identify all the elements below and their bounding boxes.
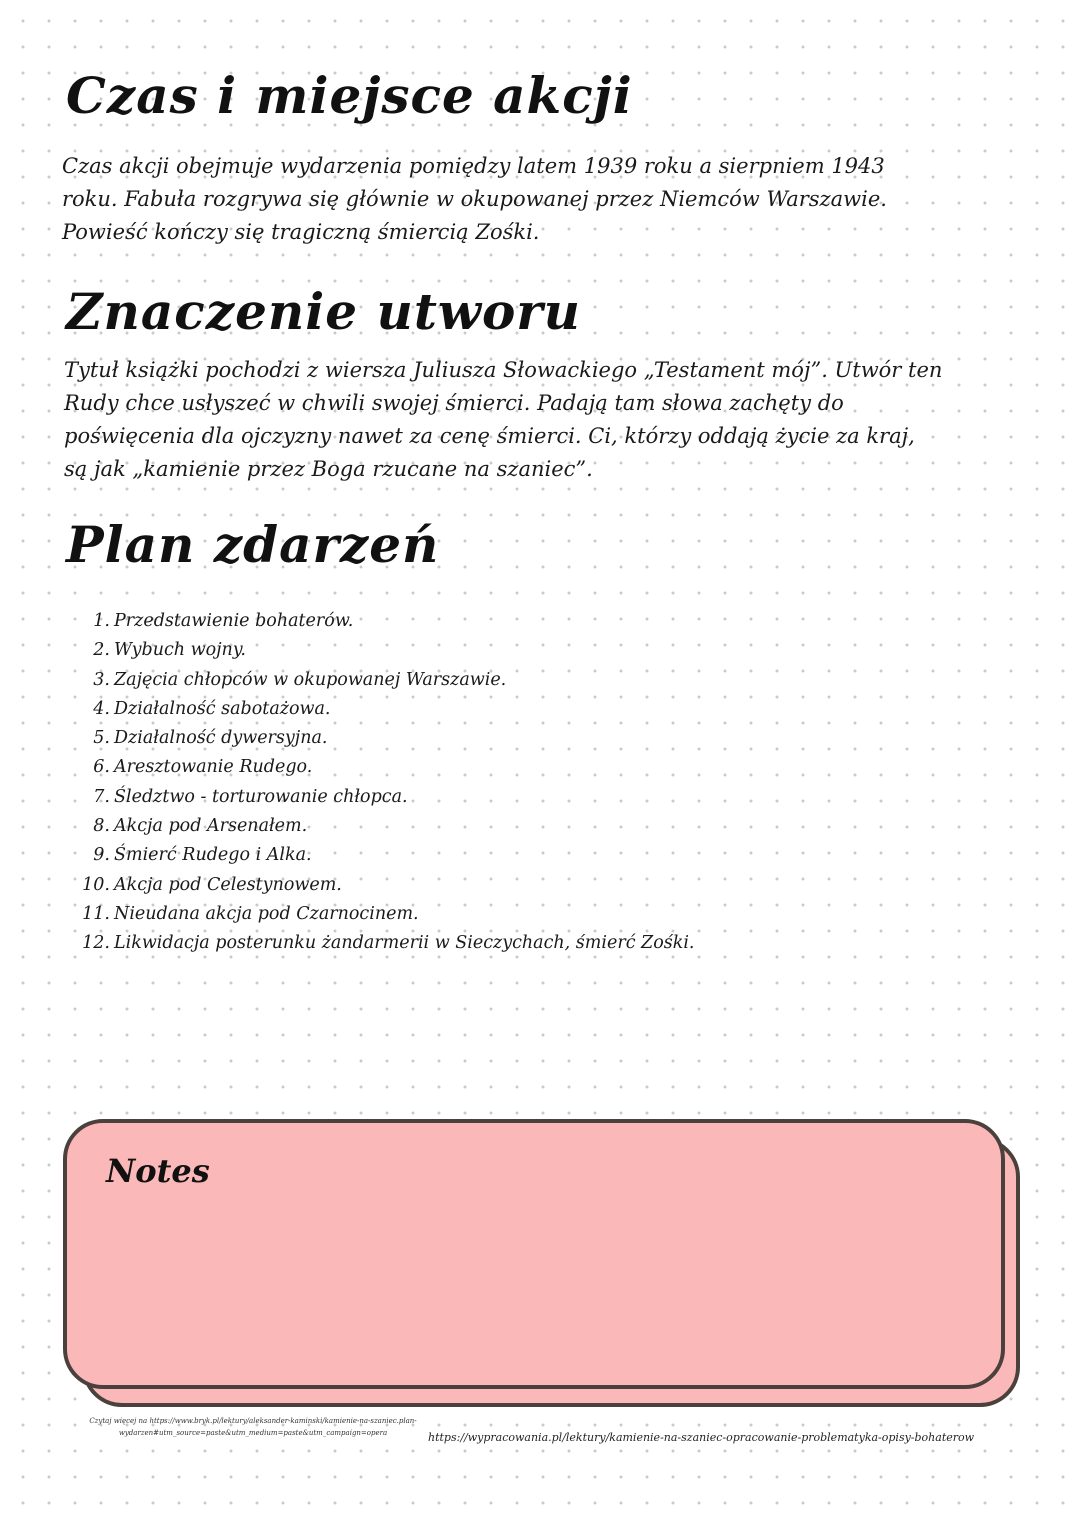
notes-label: Notes [106,1152,210,1190]
list-item-text: Likwidacja posterunku żandarmerii w Sieczychach, śmierć Zośki. [114,933,695,954]
heading-plan-zdarzen: Plan zdarzeń [66,515,440,574]
heading-znaczenie-utworu: Znaczenie utworu [66,282,581,341]
list-item-number: 11. [82,903,110,924]
list-item [80,871,695,900]
list-item [80,900,695,929]
plan-events-list [80,607,695,959]
list-item-text: Przedstawienie bohaterów. [114,611,354,631]
list-item-text: Śledztwo - torturowanie chłopca. [114,786,408,807]
list-item-number: 4. [93,698,110,719]
list-item-text: Nieudana akcja pod Czarnocinem. [114,903,419,924]
list-item [80,929,695,958]
list-item-number: 9. [93,845,110,866]
list-item-text: Akcja pod Celestynowem. [114,874,342,895]
list-item [80,783,695,812]
list-item-number: 10. [82,874,110,895]
paragraph-czas-i-miejsce-akcji: Czas akcji obejmuje wydarzenia pomiędzy latem 1939 roku a sierpniem 1943 roku. Fabuła rozgrywa się głównie w okupowanej przez Niemców Warszawie. Powieść kończy się tragiczną śmiercią Zośki. [62,154,887,244]
list-item-text: Wybuch wojny. [114,640,246,661]
list-item-number: 1. [93,611,110,631]
list-item [80,607,695,636]
list-item-text: Działalność dywersyjna. [114,728,328,749]
list-item [80,812,695,841]
paragraph-znaczenie-utworu: Tytuł książki pochodzi z wiersza Juliusza Słowackiego „Testament mój”. Utwór ten Rudy chce usłyszeć w chwili swojej śmierci. Padają tam słowa zachęty do poświęcenia dla ojczyzny nawet za cenę śmierci. Ci, którzy oddają życie za kraj, są jak „kamienie przez Boga rzucane na szaniec”. [64,358,943,481]
list-item-number: 7. [93,786,110,807]
list-item [80,636,695,665]
list-item-text: Aresztowanie Rudego. [114,757,313,778]
list-item-number: 12. [82,933,110,954]
list-item-number: 2. [93,640,110,661]
list-item [80,724,695,753]
list-item-text: Działalność sabotażowa. [114,698,331,719]
list-item [80,666,695,695]
list-item [80,695,695,724]
list-item-number: 8. [93,816,110,837]
list-item-text: Śmierć Rudego i Alka. [114,845,312,866]
footer-source-text: Czytaj więcej na https://www.bryk.pl/lektury/aleksander-kaminski/kamienie-na-szaniec.plan-wydarzen#utm_source=paste&utm_medium=paste&utm_campaign=opera [89,1417,417,1437]
list-item [80,753,695,782]
list-item-number: 5. [93,728,110,749]
list-item-text: Akcja pod Arsenałem. [114,816,308,837]
list-item [80,841,695,870]
footer-source-link[interactable]: https://wypracowania.pl/lektury/kamienie-na-szaniec-opracowanie-problematyka-opisy-bohaterow [428,1431,975,1444]
list-item-text: Zajęcia chłopców w okupowanej Warszawie. [114,669,507,690]
heading-czas-i-miejsce-akcji: Czas i miejsce akcji [66,66,633,125]
list-item-number: 3. [93,669,110,690]
list-item-number: 6. [93,757,110,778]
